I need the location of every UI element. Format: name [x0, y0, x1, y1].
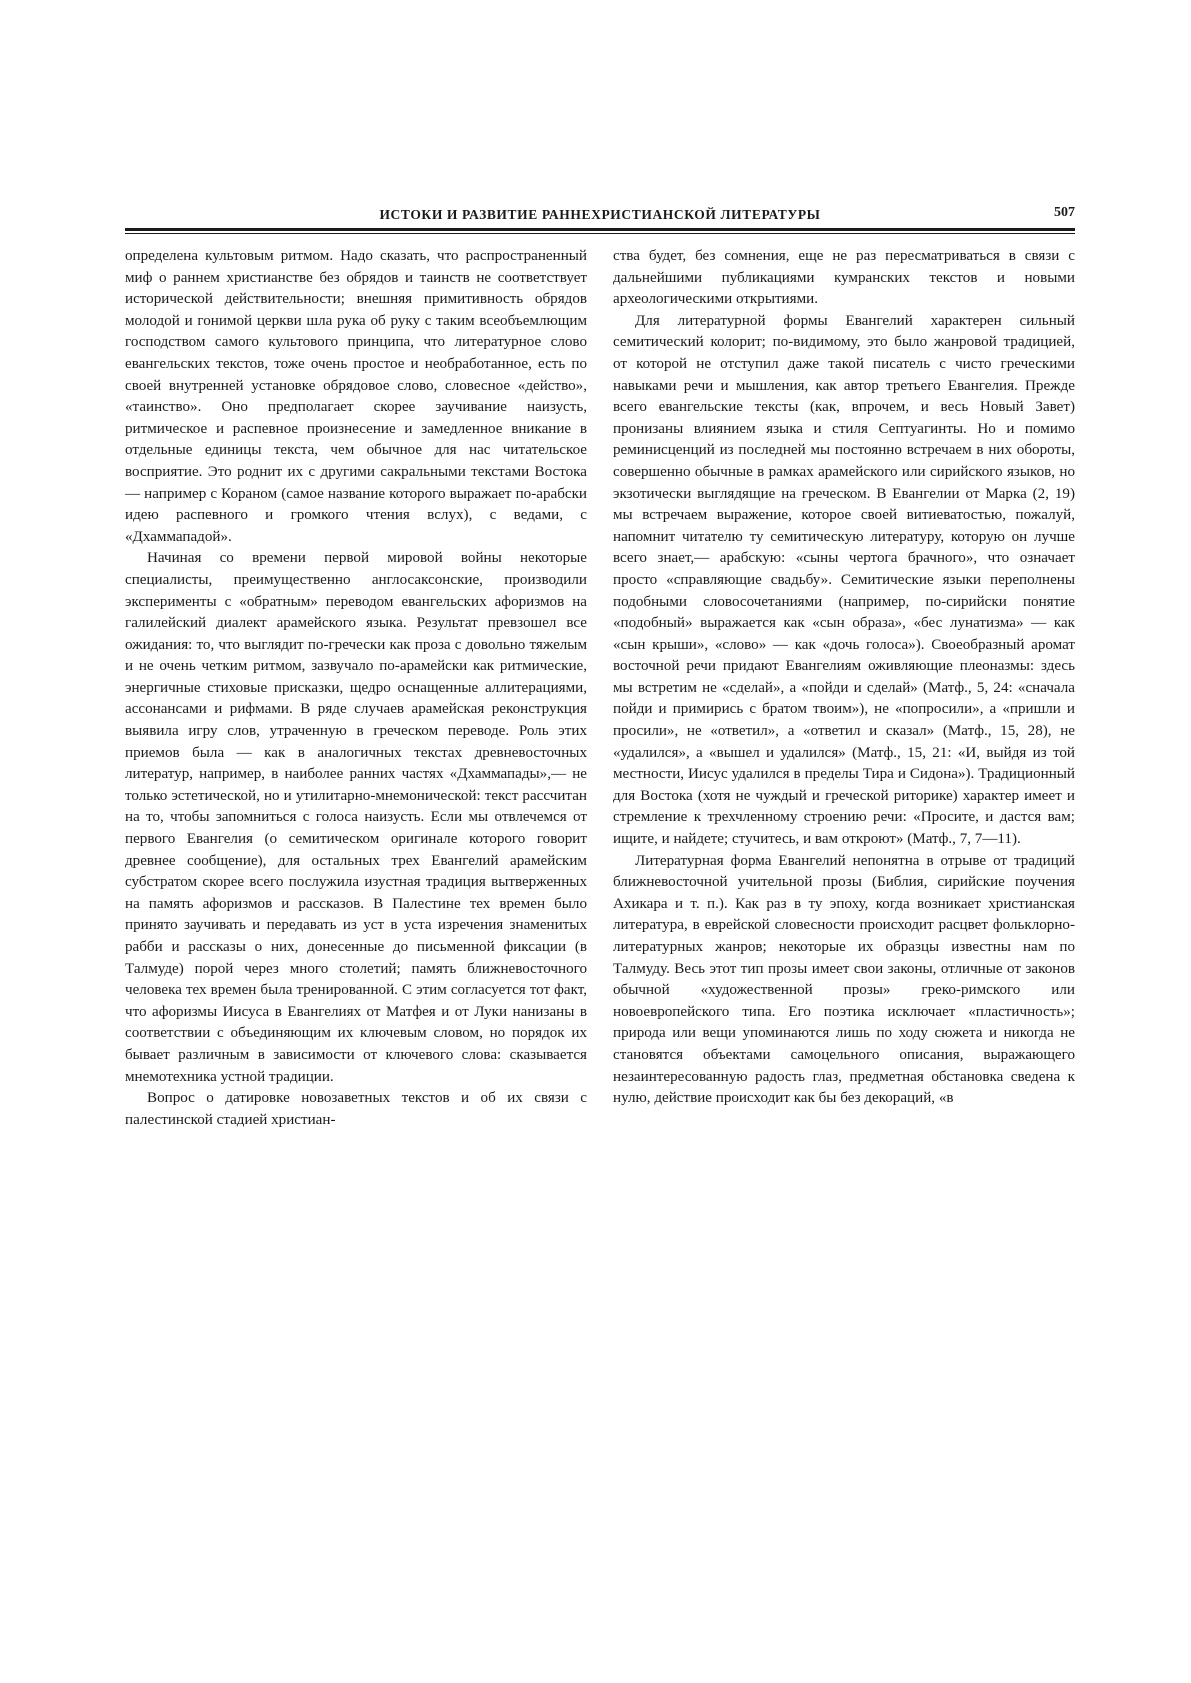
- running-title: ИСТОКИ И РАЗВИТИЕ РАННЕХРИСТИАНСКОЙ ЛИТЕРАТУРЫ: [379, 207, 821, 222]
- left-column: [125, 246, 587, 1131]
- right-paragraph-3: Литературная форма Евангелий непонятна в отрыве от традиций ближневосточной учительной прозы (Библия, сирийские поучения Ахикара и т. п.). Как раз в ту эпоху, когда возникает христианская литература, в еврейской словесности происходит расцвет фольклорно-литературных жанров; некоторые их образцы известны нам по Талмуду. Весь этот тип прозы имеет свои законы, отличные от законов обычной «художественной прозы» греко-римского или новоевропейского типа. Его поэтика исключает «пластичность»; природа или вещи упоминаются лишь по ходу сюжета и никогда не становятся объектами самоцельного описания, выражающего незаинтересованную радость глаз, предметная обстановка сведена к нулю, действие происходит как бы без декораций, «в: [613, 852, 1075, 1107]
- header-rule-thick: [125, 228, 1075, 231]
- page-number: 507: [1054, 205, 1075, 220]
- left-paragraph-2: Начиная со времени первой мировой войны некоторые специалисты, преимущественно англосаксонские, производили эксперименты с «обратным» переводом евангельских афоризмов на галилейский диалект арамейского языка. Результат превзошел все ожидания: то, что выглядит по-гречески как проза с довольно тяжелым и не очень четким ритмом, зазвучало по-арамейски как ритмические, энергичные стиховые присказки, щедро оснащенные аллитерациями, ассонансами и рифмами. В ряде случаев арамейская реконструкция выявила игру слов, утраченную в греческом переводе. Роль этих приемов была — как в аналогичных текстах древневосточных литератур, например, в наиболее ранних частях «Дхаммапады»,— не только эстетической, но и утилитарно-мнемонической: текст рассчитан на то, чтобы запомниться с голоса наизусть. Если мы отвлечемся от первого Евангелия (о семитическом оригинале которого говорит древнее сообщение), для остальных трех Евангелий арамейским субстратом скорее всего послужила изустная традиция вытверженных на память афоризмов и рассказов. В Палестине тех времен было принято заучивать и передавать из уст в уста изречения знаменитых рабби и рассказы о них, донесенные до письменной фиксации (в Талмуде) порой через много столетий; память ближневосточного человека тех времен была тренированной. С этим согласуется тот факт, что афоризмы Иисуса в Евангелиях от Матфея и от Луки нанизаны в соответствии с объединяющим их ключевым словом, но порядок их бывает различным в зависимости от ключевого слова: сказывается мнемотехника устной традиции.: [125, 550, 587, 1085]
- header-rule-thin: [125, 233, 1075, 234]
- right-paragraph-2: Для литературной формы Евангелий характерен сильный семитический колорит; по-видимому, это было жанровой традицией, от которой не отступил даже такой писатель с чисто греческими навыками речи и мышления, как автор третьего Евангелия. Прежде всего евангельские тексты (как, впрочем, и весь Новый Завет) пронизаны влиянием языка и стиля Септуагинты. Но и помимо реминисценций из последней мы постоянно встречаем в них обороты, совершенно обычные в рамках арамейского или сирийского языков, но экзотически выглядящие на греческом. В Евангелии от Марка (2, 19) мы встречаем выражение, которое своей витиеватостью, пожалуй, напомнит читателю ту семитическую литературу, которую он лучше всего знает,— арабскую: «сыны чертога брачного», что означает просто «справляющие свадьбу». Семитические языки переполнены подобными словосочетаниями (например, по-сирийски понятие «подобный» выражается как «сын образа», «бес лунатизма» — как «сын крыши», «слово» — как «дочь голоса»). Своеобразный аромат восточной речи придают Евангелиям оживляющие плеоназмы: здесь мы встретим не «сделай», а «пойди и сделай» (Матф., 5, 24: «сначала пойди и примирись с братом твоим»), не «попросили», а «пришли и просили», не «ответил», а «ответил и сказал» (Матф., 15, 28), не «удалился», а «вышел и удалился» (Матф., 15, 21: «И, выйдя из той местности, Иисус удалился в пределы Тира и Сидона»). Традиционный для Востока (хотя не чуждый и греческой риторике) характер имеет и стремление к трехчленному строению речи: «Просите, и дастся вам; ищите, и найдете; стучитесь, и вам откроют» (Матф., 7, 7—11).: [613, 312, 1075, 848]
- text-columns: [125, 246, 1075, 1456]
- right-column: [613, 246, 1075, 1110]
- right-paragraph-1: ства будет, без сомнения, еще не раз пересматриваться в связи с дальнейшими публикациями кумранских текстов и новыми археологическими открытиями.: [613, 248, 1075, 308]
- left-paragraph-1: определена культовым ритмом. Надо сказать, что распространенный миф о раннем христианстве без обрядов и таинств не соответствует исторической действительности; внешняя примитивность обрядов молодой и гонимой церкви шла рука об руку с таким всеобъемлющим господством самого культового принципа, что литературное слово евангельских текстов, тоже очень простое и необработанное, есть по своей внутренней установке обрядовое слово, словесное «действо», «таинство». Оно предполагает скорее заучивание наизусть, ритмическое и распевное произнесение и замедленное вникание в отдельные единицы текста, чем обычное для нас читательское восприятие. Это роднит их с другими сакральными текстами Востока — например с Кораном (самое название которого выражает по-арабски идею распевного и громкого чтения вслух), с ведами, с «Дхаммападой».: [125, 248, 587, 545]
- left-paragraph-3: Вопрос о датировке новозаветных текстов и об их связи с палестинской стадией христиан-: [125, 1090, 587, 1128]
